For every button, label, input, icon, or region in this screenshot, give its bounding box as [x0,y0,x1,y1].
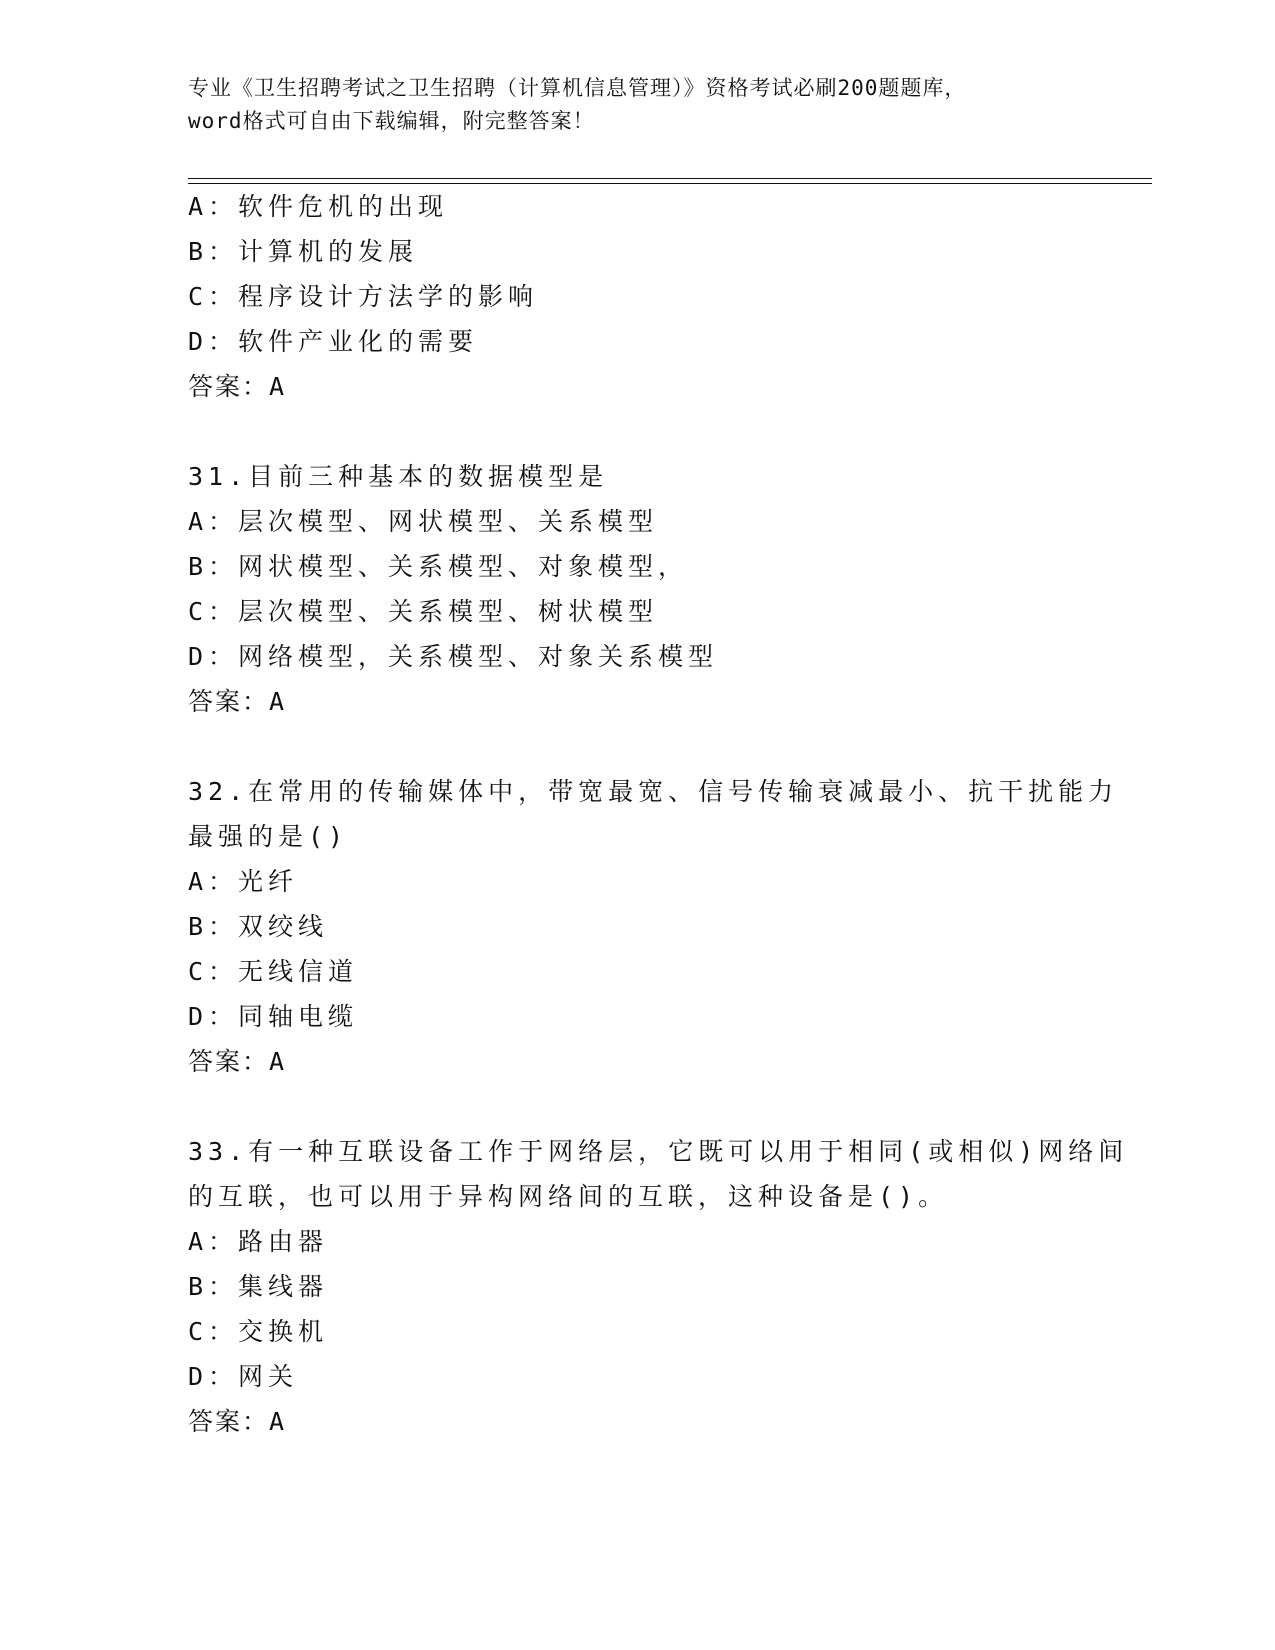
q30-option-c: C：程序设计方法学的影响 [188,282,539,311]
q31-option-c: C：层次模型、关系模型、树状模型 [188,597,659,626]
header-divider-top [188,178,1152,179]
q33-stem-line-2: 的互联，也可以用于异构网络间的互联，这种设备是()。 [188,1182,949,1211]
q30-option-d: D：软件产业化的需要 [188,327,479,356]
q33-option-d: D：网关 [188,1362,299,1391]
q31-option-b: B：网状模型、关系模型、对象模型， [188,552,689,581]
q31-option-a: A：层次模型、网状模型、关系模型 [188,507,659,536]
header-divider-bottom [188,183,1152,184]
q31-stem: 31.目前三种基本的数据模型是 [188,462,609,491]
q33-option-b: B：集线器 [188,1272,329,1301]
q33-answer: 答案：A [188,1407,287,1436]
q32-option-b: B：双绞线 [188,912,329,941]
header-title-line-1: 专业《卫生招聘考试之卫生招聘（计算机信息管理）》资格考试必刷200题题库， [188,76,967,100]
q32-option-d: D：同轴电缆 [188,1002,359,1031]
q32-stem-line-2: 最强的是() [188,822,349,851]
q30-option-b: B：计算机的发展 [188,237,419,266]
q32-option-c: C：无线信道 [188,957,359,986]
q30-answer: 答案：A [188,372,287,401]
q32-answer: 答案：A [188,1047,287,1076]
q33-option-c: C：交换机 [188,1317,329,1346]
document-header [188,72,1068,138]
q31-option-d: D：网络模型，关系模型、对象关系模型 [188,642,719,671]
q31-answer: 答案：A [188,687,287,716]
header-title-line-2: word格式可自由下载编辑，附完整答案！ [188,109,595,133]
q32-option-a: A：光纤 [188,867,299,896]
q33-stem-line-1: 33.有一种互联设备工作于网络层，它既可以用于相同(或相似)网络间 [188,1137,1129,1166]
q30-option-a: A：软件危机的出现 [188,192,449,221]
q33-option-a: A：路由器 [188,1227,329,1256]
q32-stem-line-1: 32.在常用的传输媒体中，带宽最宽、信号传输衰减最小、抗干扰能力 [188,777,1119,806]
